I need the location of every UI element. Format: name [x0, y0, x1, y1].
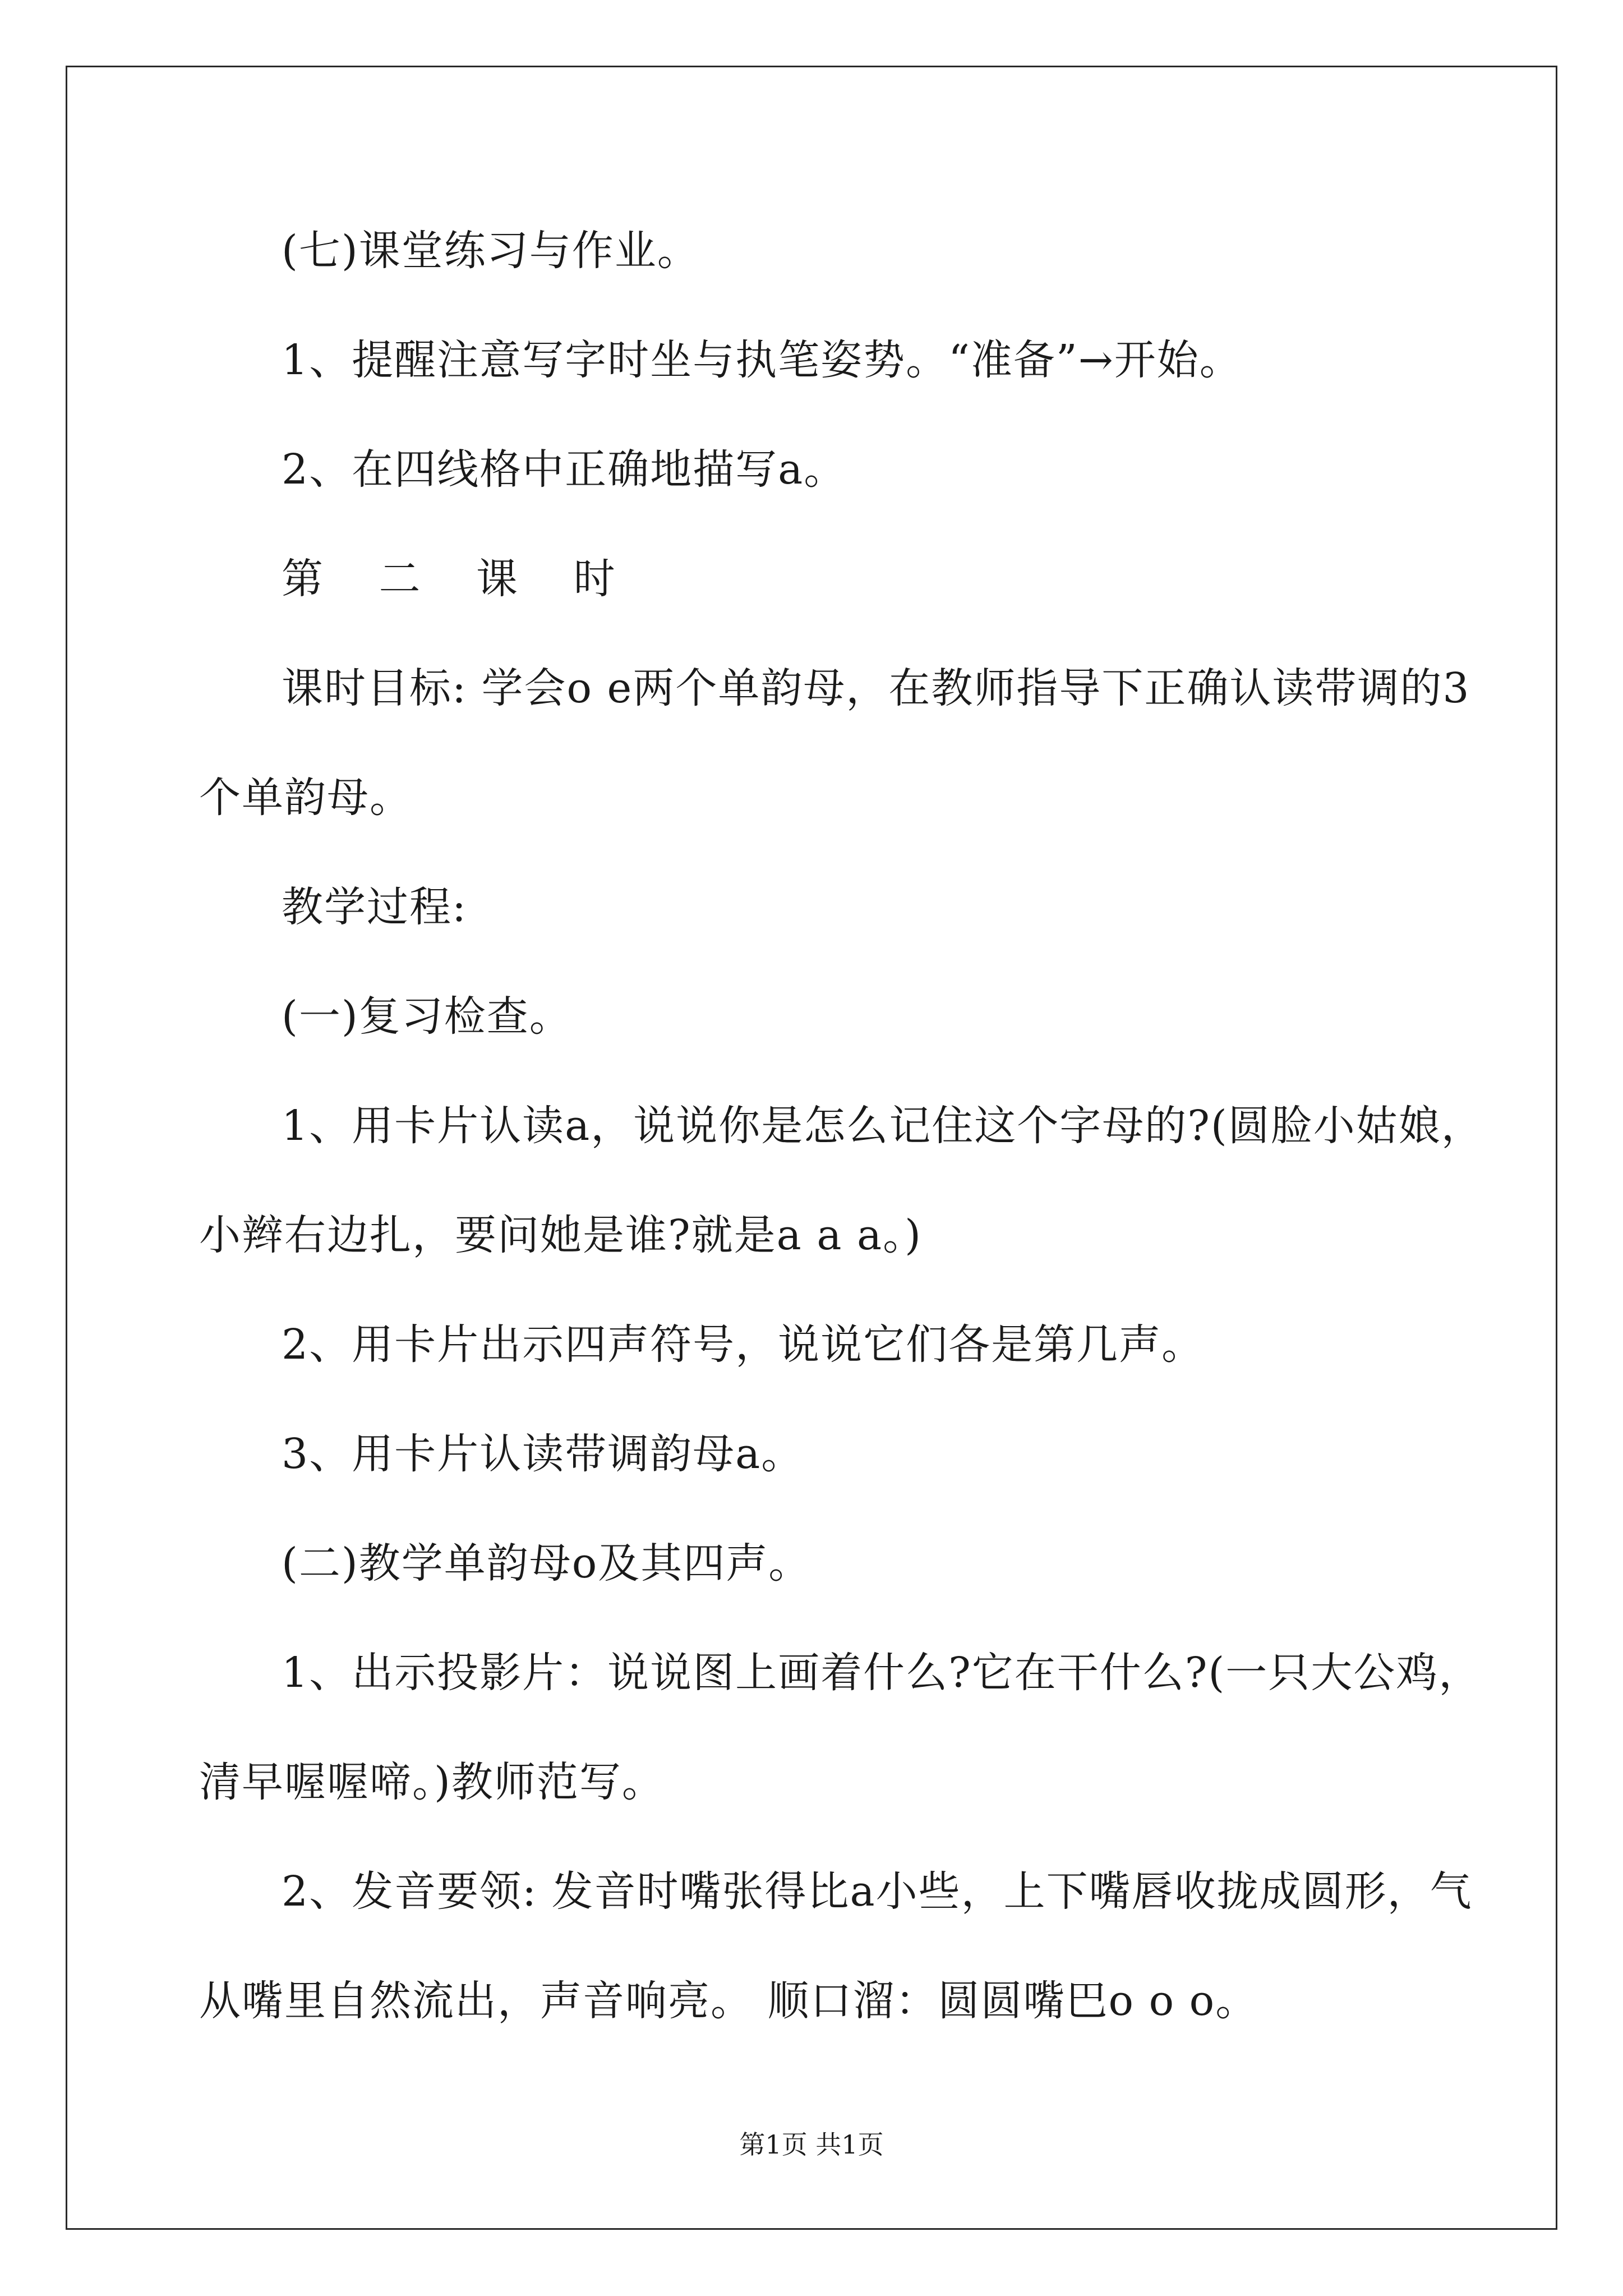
text-line-3: 2、在四线格中正确地描写a。	[282, 445, 847, 494]
text-line-1: (七)课堂练习与作业。	[282, 227, 700, 275]
text-line-9: 1、用卡片认读a，说说你是怎么记住这个字母的?(圆脸小姑娘，	[282, 1102, 1484, 1150]
text-line-13: (二)教学单韵母o及其四声。	[282, 1539, 811, 1588]
text-line-11: 2、用卡片出示四声符号，说说它们各是第几声。	[282, 1320, 1205, 1369]
text-line-7: 教学过程:	[282, 883, 467, 931]
text-line-8: (一)复习检查。	[282, 992, 572, 1041]
text-line-5: 课时目标: 学会o e两个单韵母，在教师指导下正确认读带调的3	[282, 664, 1470, 712]
text-line-10: 小辫右边扎，要问她是谁?就是a a a。)	[199, 1211, 922, 1259]
section-heading: 第 二 课 时	[282, 555, 637, 603]
text-line-16: 2、发音要领: 发音时嘴张得比a小些，上下嘴唇收拢成圆形，气	[282, 1867, 1473, 1916]
text-line-6: 个单韵母。	[199, 774, 412, 822]
text-line-2: 1、提醒注意写字时坐与执笔姿势。“准备”→开始。	[282, 336, 1242, 384]
page-footer: 第1页 共1页	[739, 2129, 884, 2160]
text-line-15: 清早喔喔啼。)教师范写。	[199, 1758, 665, 1806]
text-line-17: 从嘴里自然流出，声音响亮。 顺口溜：圆圆嘴巴o o o。	[199, 1977, 1258, 2025]
text-line-12: 3、用卡片认读带调韵母a。	[282, 1430, 804, 1478]
text-line-14: 1、出示投影片：说说图上画着什么?它在干什么?(一只大公鸡，	[282, 1649, 1482, 1697]
